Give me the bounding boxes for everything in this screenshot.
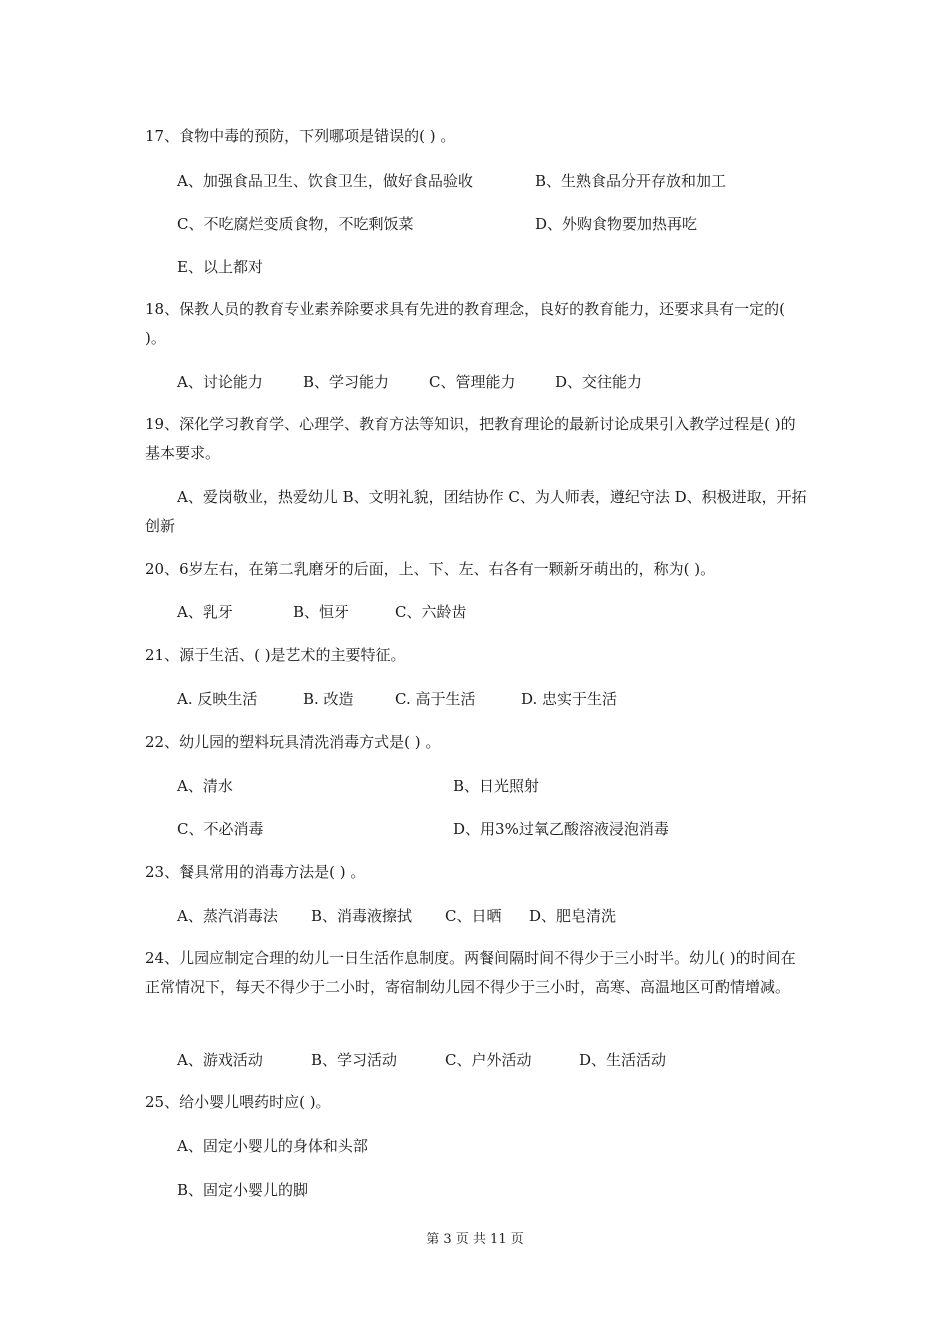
option: A、乳牙 [177,603,233,621]
options-paragraph [145,483,810,541]
option: B、生熟食品分开存放和加工 [535,172,727,190]
question-25: 25、给小婴儿喂药时应( )。 [145,1093,331,1111]
option: A、讨论能力 [177,373,263,391]
options-paragraph-text: A、爱岗敬业，热爱幼儿 B、文明礼貌，团结协作 C、为人师表，遵纪守法 D、积极进取，开拓创新 [145,488,807,535]
options-row [0,775,950,797]
question-24: 24、儿园应制定合理的幼儿一日生活作息制度。两餐间隔时间不得少于三小时半。幼儿( )的时间在正常情况下，每天不得少于二小时，寄宿制幼儿园不得少于三小时，高寒、高温地区可酌情增减。 [145,949,796,996]
options-row [0,688,950,710]
options-row [0,256,950,278]
option: A. 反映生活 [177,690,258,708]
option: B、恒牙 [293,603,350,621]
options-row [0,1179,950,1201]
options-row [0,213,950,235]
option: B、日光照射 [453,777,540,795]
option: B. 改造 [303,690,354,708]
options-row [0,170,950,192]
option: C、户外活动 [445,1051,532,1069]
question-22: 22、幼儿园的塑料玩具清洗消毒方式是( ) 。 [145,733,441,751]
options-row [0,371,950,393]
option: C、不必消毒 [177,820,264,838]
option: B、学习活动 [311,1051,398,1069]
option: A、游戏活动 [177,1051,263,1069]
page-footer: 第 3 页 共 11 页 [426,1232,524,1247]
option: C. 高于生活 [395,690,476,708]
option: C、日晒 [445,907,502,925]
option: D、肥皂清洗 [529,907,617,925]
options-row [0,905,950,927]
option: E、以上都对 [177,258,263,276]
options-row [0,818,950,840]
question-17: 17、食物中毒的预防，下列哪项是错误的( ) 。 [145,127,456,145]
options-row [0,601,950,623]
question-19: 19、深化学习教育学、心理学、教育方法等知识，把教育理论的最新讨论成果引入教学过程是( )的基本要求。 [145,415,796,462]
option: B、学习能力 [303,373,390,391]
option: D、交往能力 [555,373,643,391]
option: D、外购食物要加热再吃 [535,215,698,233]
option: A、清水 [177,777,233,795]
option: D、用3%过氧乙酸溶液浸泡消毒 [453,820,669,838]
question-21: 21、源于生活、( )是艺术的主要特征。 [145,646,406,664]
question-18: 18、保教人员的教育专业素养除要求具有先进的教育理念，良好的教育能力，还要求具有一定的( )。 [145,300,785,347]
option: C、不吃腐烂变质食物，不吃剩饭菜 [177,215,414,233]
option: C、管理能力 [429,373,516,391]
option: A、固定小婴儿的身体和头部 [177,1137,368,1155]
option: A、蒸汽消毒法 [177,907,278,925]
options-row [0,1049,950,1071]
option: B、固定小婴儿的脚 [177,1181,309,1199]
option: A、加强食品卫生、饮食卫生，做好食品验收 [177,172,473,190]
question-20: 20、6岁左右，在第二乳磨牙的后面，上、下、左、右各有一颗新牙萌出的，称为( )。 [145,560,716,578]
option: C、六龄齿 [395,603,467,621]
option: B、消毒液擦拭 [311,907,413,925]
option: D. 忠实于生活 [521,690,618,708]
question-23: 23、餐具常用的消毒方法是( ) 。 [145,863,366,881]
options-row [0,1135,950,1157]
option: D、生活活动 [579,1051,667,1069]
